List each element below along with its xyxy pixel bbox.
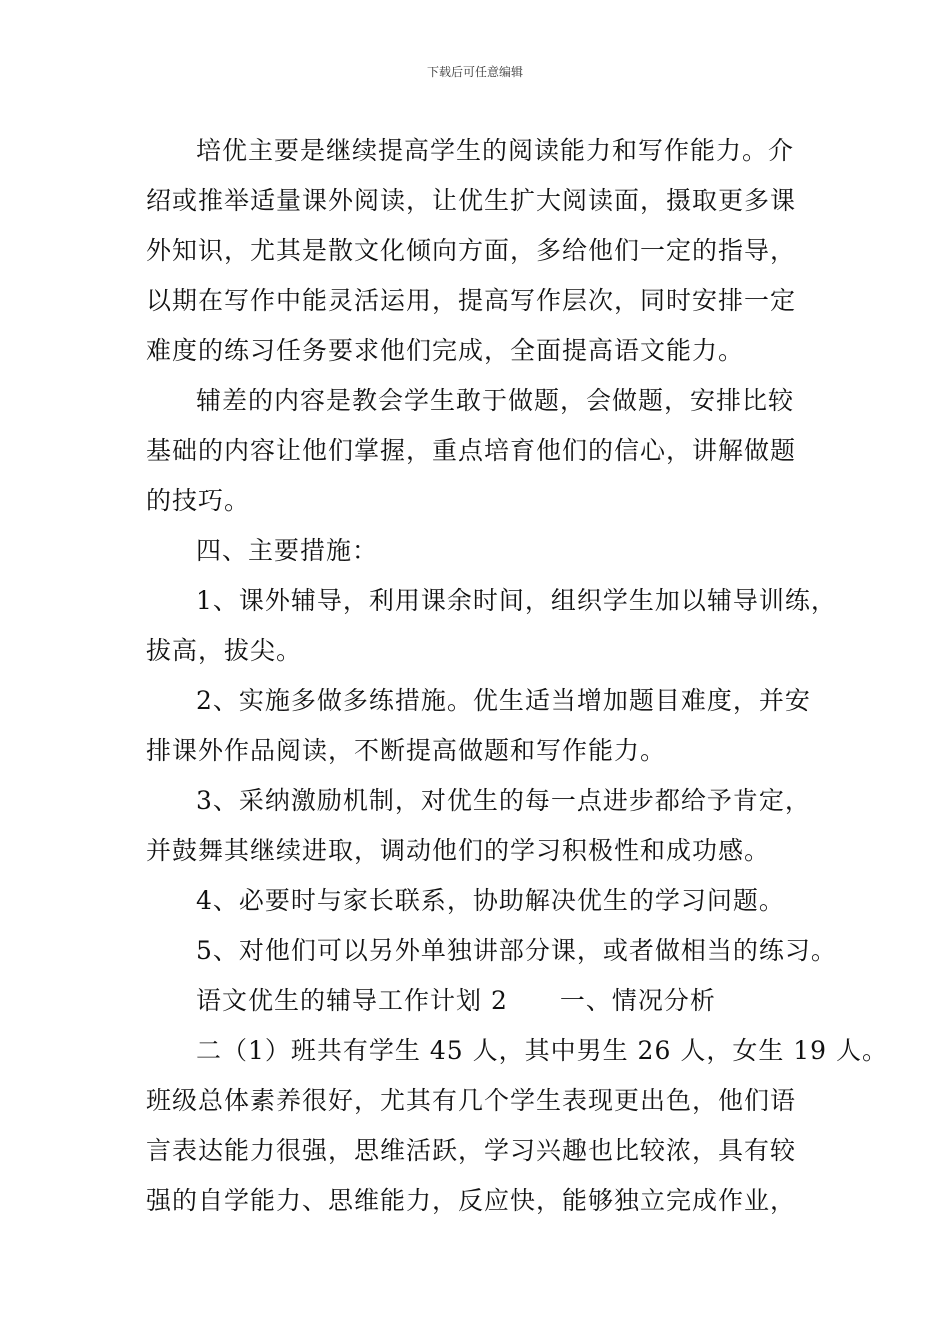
text-line: 并鼓舞其继续进取，调动他们的学习积极性和成功感。 bbox=[146, 836, 771, 865]
text-line: 难度的练习任务要求他们完成，全面提高语文能力。 bbox=[146, 336, 745, 365]
section-heading: 语文优生的辅导工作计划 2 一、情况分析 bbox=[196, 986, 716, 1015]
text-line: 绍或推举适量课外阅读，让优生扩大阅读面，摄取更多课 bbox=[146, 186, 797, 215]
text-line: 的技巧。 bbox=[146, 486, 251, 515]
text-line: 排课外作品阅读，不断提高做题和写作能力。 bbox=[146, 736, 667, 765]
text-line: 言表达能力很强，思维活跃，学习兴趣也比较浓，具有较 bbox=[146, 1136, 797, 1165]
list-item: 1、课外辅导，利用课余时间，组织学生加以辅导训练， bbox=[196, 586, 837, 615]
text-line: 二（1）班共有学生 45 人，其中男生 26 人，女生 19 人。 bbox=[196, 1036, 889, 1065]
list-item: 4、必要时与家长联系，协助解决优生的学习问题。 bbox=[196, 886, 785, 915]
text-line: 拔高，拔尖。 bbox=[146, 636, 303, 665]
text-line: 外知识，尤其是散文化倾向方面，多给他们一定的指导， bbox=[146, 236, 797, 265]
text-line: 培优主要是继续提高学生的阅读能力和写作能力。介 bbox=[196, 136, 795, 165]
text-line: 强的自学能力、思维能力，反应快，能够独立完成作业， bbox=[146, 1186, 797, 1215]
list-item: 2、实施多做多练措施。优生适当增加题目难度，并安 bbox=[196, 686, 811, 715]
list-item: 3、采纳激励机制，对优生的每一点进步都给予肯定， bbox=[196, 786, 811, 815]
list-item: 5、对他们可以另外单独讲部分课，或者做相当的练习。 bbox=[196, 936, 837, 965]
page-header: 下载后可任意编辑 bbox=[426, 65, 523, 79]
text-line: 以期在写作中能灵活运用，提高写作层次，同时安排一定 bbox=[146, 286, 797, 315]
text-line: 辅差的内容是教会学生敢于做题，会做题，安排比较 bbox=[196, 386, 795, 415]
document-body bbox=[146, 126, 889, 1226]
text-line: 基础的内容让他们掌握，重点培育他们的信心，讲解做题 bbox=[146, 436, 797, 465]
text-line: 班级总体素养很好，尤其有几个学生表现更出色，他们语 bbox=[146, 1086, 797, 1115]
section-heading: 四、主要措施： bbox=[196, 536, 379, 565]
